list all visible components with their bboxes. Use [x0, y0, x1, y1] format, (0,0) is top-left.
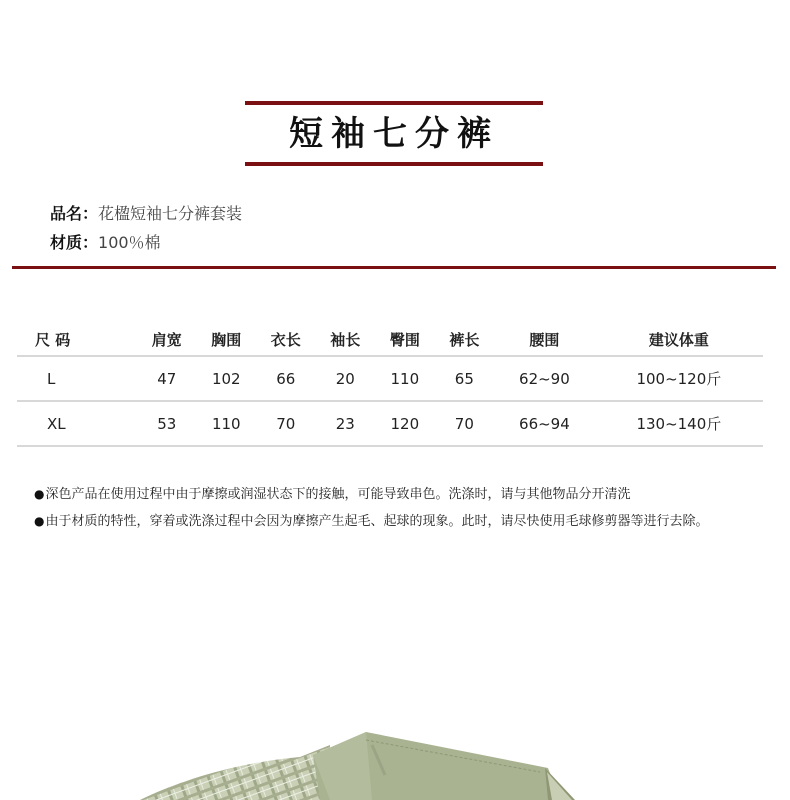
care-notes	[34, 481, 709, 535]
product-name-value: 花楹短袖七分裤套装	[98, 204, 243, 223]
cell: 110	[375, 356, 435, 401]
section-divider	[12, 266, 776, 269]
header-length: 衣长	[256, 324, 316, 356]
cell: 47	[137, 356, 197, 401]
plaid-fabric	[140, 745, 330, 800]
header-waist: 腰围	[494, 324, 595, 356]
page-title: 短袖七分裤	[289, 114, 499, 154]
cell: 102	[197, 356, 257, 401]
care-note-item	[34, 481, 709, 508]
cell: L	[17, 356, 137, 401]
cell: 53	[137, 401, 197, 446]
bullet-icon: ●	[34, 487, 45, 501]
cell: 70	[435, 401, 495, 446]
product-name-label: 品名：	[50, 204, 99, 223]
cell: 70	[256, 401, 316, 446]
header-hip: 臀围	[375, 324, 435, 356]
material-value: 100％棉	[98, 233, 161, 252]
cell: 100~120斤	[595, 356, 763, 401]
header-pants-length: 裤长	[435, 324, 495, 356]
care-note-text: 深色产品在使用过程中由于摩擦或润湿状态下的接触，可能导致串色。洗涤时，请与其他物品分开清洗	[45, 487, 631, 502]
header-size: 尺 码	[17, 324, 137, 356]
care-note-text: 由于材质的特性，穿着或洗涤过程中会因为摩擦产生起毛、起球的现象。此时，请尽快使用毛球修剪器等进行去除。	[45, 514, 709, 529]
cell: 65	[435, 356, 495, 401]
table-header-row	[17, 324, 763, 356]
product-photo	[0, 700, 790, 800]
header-chest: 胸围	[197, 324, 257, 356]
cell: 110	[197, 401, 257, 446]
table-row	[17, 356, 763, 401]
cell: 130~140斤	[595, 401, 763, 446]
table-row	[17, 401, 763, 446]
cell: 23	[316, 401, 376, 446]
material-label: 材质：	[50, 233, 99, 252]
care-note-item	[34, 508, 709, 535]
cell: 66~94	[494, 401, 595, 446]
title-rule-bottom	[245, 162, 543, 166]
cell: 62~90	[494, 356, 595, 401]
cell: 20	[316, 356, 376, 401]
header-shoulder: 肩宽	[137, 324, 197, 356]
cell: 66	[256, 356, 316, 401]
cell: XL	[17, 401, 137, 446]
title-rule-top	[245, 101, 543, 105]
material-row	[50, 232, 161, 254]
product-name-row	[50, 203, 242, 225]
bullet-icon: ●	[34, 514, 45, 528]
size-chart-table	[17, 324, 763, 447]
header-sleeve: 袖长	[316, 324, 376, 356]
cell: 120	[375, 401, 435, 446]
header-weight: 建议体重	[595, 324, 763, 356]
